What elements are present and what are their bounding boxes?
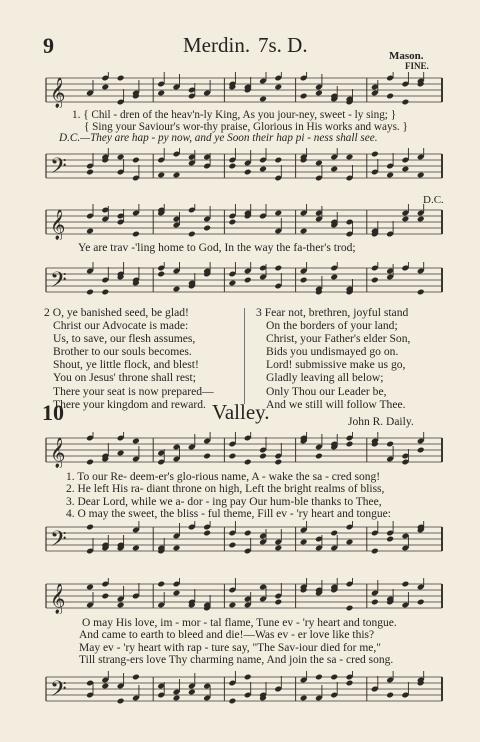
staff-9-1-treble bbox=[42, 72, 446, 108]
note-head bbox=[274, 459, 282, 466]
note-head bbox=[173, 545, 181, 552]
staff-10-1-treble bbox=[42, 432, 446, 468]
verse-line: Bids you undismayed go on. bbox=[266, 345, 399, 359]
note-head bbox=[259, 166, 267, 173]
note-head bbox=[228, 698, 236, 705]
composer-mason: Mason. bbox=[389, 50, 424, 62]
note-head bbox=[101, 84, 109, 91]
note-head bbox=[188, 231, 196, 238]
note-head bbox=[346, 154, 354, 161]
verse-3 bbox=[256, 306, 410, 411]
note-head bbox=[132, 231, 140, 238]
music-staff bbox=[42, 432, 446, 468]
note-head bbox=[86, 524, 94, 531]
music-staff bbox=[42, 262, 446, 298]
verse-line: On the borders of your land; bbox=[266, 319, 398, 333]
staff-9-2-bass bbox=[42, 262, 446, 298]
note-head bbox=[117, 602, 125, 609]
note-head bbox=[101, 289, 109, 296]
note-head bbox=[371, 277, 379, 284]
staff-9-1-bass bbox=[42, 148, 446, 184]
verse-line: Us, to save, our flesh assumes, bbox=[53, 332, 196, 346]
note-head bbox=[157, 172, 165, 179]
note-head bbox=[228, 163, 236, 170]
note-head bbox=[157, 90, 165, 97]
note-head bbox=[101, 683, 109, 690]
composer-daily: John R. Daily. bbox=[348, 416, 414, 428]
note-head bbox=[386, 692, 394, 699]
note-head bbox=[117, 698, 125, 705]
note-head bbox=[173, 695, 181, 702]
note-head bbox=[417, 172, 425, 179]
note-head bbox=[203, 530, 211, 537]
verse-line: Shout, ye little flock, and blest! bbox=[53, 358, 199, 372]
staff-9-2-treble bbox=[42, 204, 446, 240]
lyrics-10-block-a bbox=[66, 471, 391, 521]
note-head bbox=[132, 157, 140, 164]
note-head bbox=[346, 539, 354, 546]
note-head bbox=[244, 530, 252, 537]
verse-line: Christ, your Father's elder Son, bbox=[266, 332, 411, 346]
note-head bbox=[101, 593, 109, 600]
verse-line: There your seat is now prepared— bbox=[53, 384, 214, 398]
note-head bbox=[228, 453, 236, 460]
clef-icon: 𝄞 bbox=[50, 584, 66, 614]
note-head bbox=[203, 225, 211, 232]
verse-line: And we still will follow Thee. bbox=[266, 397, 406, 411]
fine-mark: FINE. bbox=[405, 61, 429, 71]
note-head bbox=[330, 674, 338, 681]
lyric-line: 2. He left His ra- diant throne on high, Left the bright realms of bliss, bbox=[66, 483, 385, 496]
note-head bbox=[371, 151, 379, 158]
lyric-line: 4. O may the sweet, the bliss - ful theme, Fill ev - 'ry heart and tongue: bbox=[66, 508, 391, 521]
note-head bbox=[371, 599, 379, 606]
note-head bbox=[274, 265, 282, 272]
note-head bbox=[274, 157, 282, 164]
hymn-number-10: 10 bbox=[42, 400, 64, 425]
note-head bbox=[228, 280, 236, 287]
page-number-9: 9 bbox=[43, 33, 54, 58]
staff-10-1-bass bbox=[42, 521, 446, 557]
note-head bbox=[401, 166, 409, 173]
clef-icon: 𝄢 bbox=[50, 154, 67, 184]
lyric-9-line-4: Ye are trav -'ling home to God, In the way the fa-ther's trod; bbox=[78, 241, 356, 254]
note-head bbox=[132, 438, 140, 445]
note-head bbox=[86, 289, 94, 296]
verse-line: There your kingdom and reward. bbox=[53, 397, 206, 411]
note-head bbox=[259, 453, 267, 460]
note-head bbox=[346, 680, 354, 687]
note-head bbox=[132, 545, 140, 552]
note-head bbox=[386, 93, 394, 100]
note-head bbox=[300, 277, 308, 284]
clef-icon: 𝄢 bbox=[50, 268, 67, 298]
verse-line: Brother to our souls becomes. bbox=[53, 345, 192, 359]
note-head bbox=[274, 599, 282, 606]
note-head bbox=[401, 216, 409, 223]
note-head bbox=[417, 216, 425, 223]
lyric-9-line-3: D.C.—They are hap - py now, and ye Soon their hap pi - ness shall see. bbox=[59, 132, 378, 144]
lyrics-10-block-b bbox=[79, 617, 397, 667]
note-head bbox=[401, 99, 409, 106]
note-head bbox=[274, 210, 282, 217]
verse-line: Christ our Advocate is made: bbox=[53, 319, 189, 333]
note-head bbox=[203, 453, 211, 460]
music-staff bbox=[42, 72, 446, 108]
verse-line: Only Thou our Leader be, bbox=[266, 384, 387, 398]
note-head bbox=[132, 674, 140, 681]
lyric-9-line-2: { Sing your Saviour's wor-thy praise, Glorious in His works and ways. } bbox=[84, 121, 408, 133]
note-head bbox=[244, 674, 252, 681]
lyric-line: O may His love, im - mor - tal flame, Tune ev - 'ry heart and tongue. bbox=[82, 617, 397, 629]
note-head bbox=[228, 542, 236, 549]
note-head bbox=[244, 277, 252, 284]
hymn-title-merdin: Merdin. bbox=[183, 33, 251, 57]
note-head bbox=[117, 450, 125, 457]
note-head bbox=[244, 459, 252, 466]
note-head bbox=[274, 84, 282, 91]
note-head bbox=[315, 453, 323, 460]
note-head bbox=[371, 548, 379, 555]
clef-icon: 𝄞 bbox=[50, 210, 66, 240]
note-head bbox=[300, 695, 308, 702]
staff-10-2-treble bbox=[42, 578, 446, 614]
note-head bbox=[173, 590, 181, 597]
note-head bbox=[300, 539, 308, 546]
note-head bbox=[173, 172, 181, 179]
lyric-line: May ev - 'ry heart with rap - ture say, "The Sav-iour died for me," bbox=[79, 641, 381, 654]
clef-icon: 𝄞 bbox=[50, 438, 66, 468]
lyric-line: Till strang-ers love Thy charming name, And join the sa - cred song. bbox=[79, 654, 394, 667]
verse-line: Gladly leaving all below; bbox=[266, 371, 384, 385]
note-head bbox=[330, 274, 338, 281]
lyric-line: 1. To our Re- deem-er's glo-rious name, A - wake the sa - cred song! bbox=[66, 471, 381, 483]
music-staff bbox=[42, 204, 446, 240]
lyric-line: 3. Dear Lord, while we a- dor - ing pay Our hum-ble thanks to Thee, bbox=[66, 495, 382, 508]
staff-10-2-bass bbox=[42, 671, 446, 707]
note-head bbox=[228, 602, 236, 609]
verse-divider bbox=[244, 308, 245, 404]
clef-icon: 𝄢 bbox=[50, 527, 67, 557]
note-head bbox=[188, 689, 196, 696]
note-head bbox=[386, 536, 394, 543]
hymn-meter: 7s. D. bbox=[258, 33, 308, 57]
verse-line: Lord! submissive make us go, bbox=[266, 358, 406, 372]
note-head bbox=[346, 605, 354, 612]
verse-line: 2 O, ye banished seed, be glad! bbox=[44, 306, 189, 319]
note-head bbox=[315, 674, 323, 681]
note-head bbox=[300, 93, 308, 100]
note-head bbox=[259, 96, 267, 103]
note-head bbox=[173, 286, 181, 293]
music-staff bbox=[42, 578, 446, 614]
note-head bbox=[346, 441, 354, 448]
note-head bbox=[228, 219, 236, 226]
note-head bbox=[417, 599, 425, 606]
note-head bbox=[417, 289, 425, 296]
music-staff bbox=[42, 671, 446, 707]
note-head bbox=[117, 75, 125, 82]
hymn-title-valley: Valley. bbox=[212, 400, 270, 424]
verse-2 bbox=[44, 306, 214, 411]
lyric-9-line-1: 1. { Chil - dren of the heav'n-ly King, As you jour-ney, sweet - ly sing; } bbox=[72, 109, 397, 121]
note-head bbox=[86, 169, 94, 176]
verse-line: 3 Fear not, brethren, joyful stand bbox=[256, 306, 409, 319]
clef-icon: 𝄢 bbox=[50, 677, 67, 707]
verse-line: You on Jesus' throne shall rest; bbox=[53, 371, 196, 385]
note-head bbox=[300, 228, 308, 235]
note-head bbox=[401, 581, 409, 588]
note-head bbox=[386, 172, 394, 179]
note-head bbox=[86, 584, 94, 591]
note-head bbox=[157, 581, 165, 588]
note-head bbox=[244, 169, 252, 176]
note-head bbox=[86, 459, 94, 466]
note-head bbox=[330, 166, 338, 173]
clef-icon: 𝄞 bbox=[50, 78, 66, 108]
note-head bbox=[274, 545, 282, 552]
note-head bbox=[417, 447, 425, 454]
lyric-line: And came to earth to bleed and die!—Was ev - er love like this? bbox=[79, 629, 375, 642]
note-head bbox=[315, 90, 323, 97]
note-head bbox=[86, 228, 94, 235]
dc-mark: D.C. bbox=[423, 194, 444, 206]
music-staff bbox=[42, 148, 446, 184]
music-staff bbox=[42, 521, 446, 557]
note-head bbox=[157, 271, 165, 278]
